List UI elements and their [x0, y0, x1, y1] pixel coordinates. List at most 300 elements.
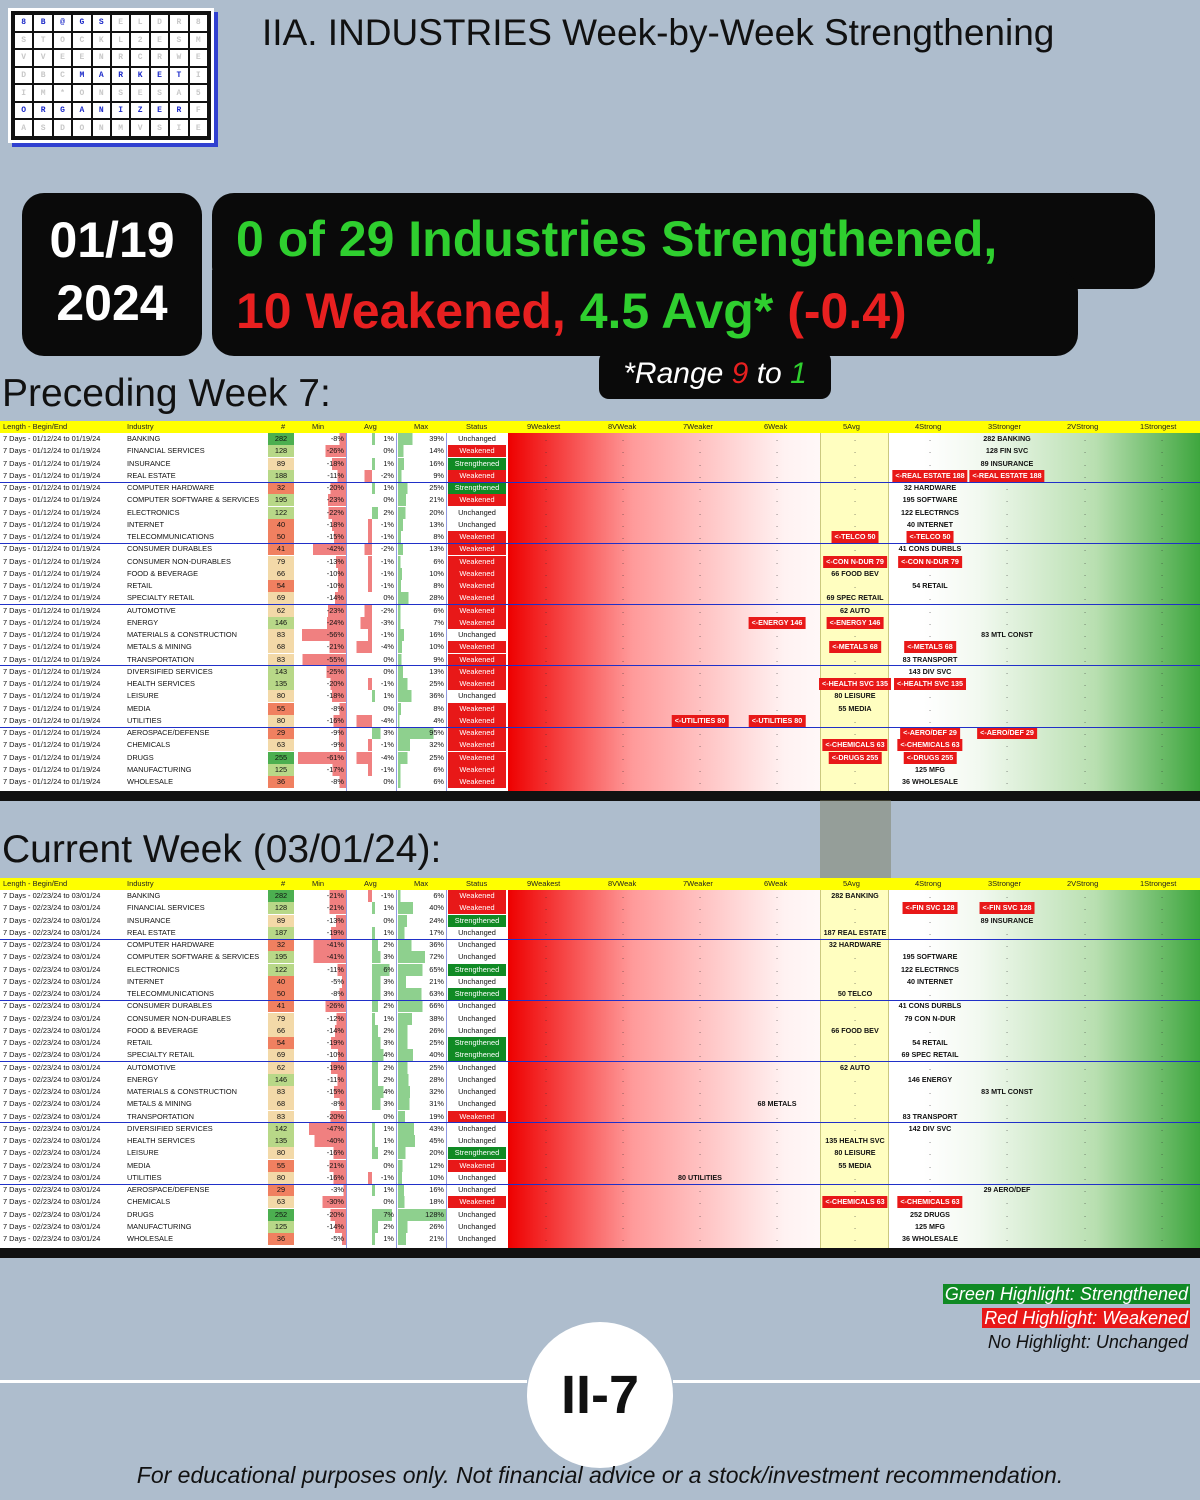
empty-cell-dot: . [929, 593, 932, 603]
count-cell: 122 [268, 964, 294, 976]
min-cell: -18% [298, 458, 346, 470]
status-cell: Unchanged [458, 630, 496, 639]
table-row [0, 1233, 1200, 1245]
rank-marker: <-CON N-DUR 79 [898, 556, 962, 568]
industry-cell: BANKING [127, 891, 161, 900]
empty-cell-dot: . [776, 1087, 779, 1096]
empty-cell-dot: . [929, 1185, 932, 1194]
count-cell: 135 [268, 1135, 294, 1147]
logo-cell: B [34, 68, 51, 84]
max-cell: 36% [398, 939, 446, 951]
empty-cell-dot: . [699, 927, 702, 937]
max-cell: 25% [398, 678, 446, 690]
table-row [0, 988, 1200, 1000]
rank-marker: <-HEALTH SVC 135 [894, 678, 966, 690]
count-cell: 55 [268, 703, 294, 715]
max-cell: 28% [398, 592, 446, 604]
empty-cell-dot: . [699, 1197, 702, 1207]
empty-cell-dot: . [1084, 1013, 1087, 1023]
table-body [0, 433, 1200, 801]
min-cell: -21% [298, 902, 346, 914]
table-row [0, 433, 1200, 445]
table-row [0, 1049, 1200, 1061]
empty-cell-dot: . [545, 1160, 548, 1170]
max-cell: 14% [398, 445, 446, 457]
empty-cell-dot: . [854, 1209, 857, 1219]
empty-cell-dot: . [1084, 470, 1087, 480]
column-header: 5Avg [843, 879, 860, 888]
empty-cell-dot: . [545, 679, 548, 688]
avg-cell: 4% [348, 1049, 396, 1061]
empty-cell-dot: . [929, 715, 932, 725]
industry-cell: ENERGY [127, 1074, 159, 1084]
logo-cell: E [190, 50, 207, 66]
min-cell: -41% [298, 939, 346, 951]
logo-cell: M [112, 120, 129, 136]
empty-cell-dot: . [699, 940, 702, 949]
period-cell: 7 Days - 02/23/24 to 03/01/24 [3, 1172, 101, 1182]
empty-cell-dot: . [622, 483, 625, 492]
rank-marker: 89 INSURANCE [980, 458, 1034, 468]
industry-cell: COMPUTER HARDWARE [127, 483, 215, 492]
status-cell: Weakened [448, 605, 506, 617]
logo-cell: S [93, 15, 110, 31]
rank-marker: 69 SPEC RETAIL [901, 1050, 959, 1060]
table-row [0, 764, 1200, 776]
industry-cell: DIVERSIFIED SERVICES [127, 666, 213, 676]
status-cell: Strengthened [448, 964, 506, 976]
count-cell: 40 [268, 976, 294, 988]
empty-cell-dot: . [622, 642, 625, 652]
status-cell: Unchanged [458, 1099, 496, 1109]
count-cell: 128 [268, 445, 294, 457]
column-header: Industry [127, 879, 154, 888]
column-header: 1Strongest [1140, 879, 1177, 888]
avg-cell: 0% [383, 654, 394, 664]
table-row [0, 641, 1200, 653]
logo-cell: R [170, 15, 187, 31]
empty-cell-dot: . [1161, 989, 1164, 998]
logo-cell: A [93, 68, 110, 84]
table-row [0, 1111, 1200, 1123]
max-cell: 36% [398, 690, 446, 702]
count-cell: 80 [268, 715, 294, 727]
range-high: 9 [731, 357, 749, 390]
rank-marker: <-DRUGS 255 [829, 752, 882, 764]
table-row [0, 543, 1200, 555]
avg-cell: -1% [348, 519, 396, 531]
empty-cell-dot: . [776, 483, 779, 492]
rank-marker: 125 MFG [915, 764, 945, 774]
avg-cell: 0% [383, 777, 394, 786]
avg-cell: 1% [348, 458, 396, 470]
industry-cell: CONSUMER DURABLES [127, 1001, 213, 1011]
period-cell: 7 Days - 01/12/24 to 01/19/24 [3, 777, 101, 786]
table-row [0, 890, 1200, 902]
empty-cell-dot: . [699, 483, 702, 492]
empty-cell-dot: . [545, 740, 548, 750]
column-header: 1Strongest [1140, 422, 1177, 431]
status-cell: Unchanged [458, 1123, 496, 1133]
disclaimer: For educational purposes only. Not financial advice or a stock/investment recommendation. [136, 1462, 1064, 1488]
empty-cell-dot: . [699, 703, 702, 713]
period-cell: 7 Days - 02/23/24 to 03/01/24 [3, 1025, 101, 1035]
empty-cell-dot: . [1006, 483, 1009, 492]
logo-cell: S [15, 33, 32, 49]
empty-cell-dot: . [545, 891, 548, 900]
empty-cell-dot: . [545, 642, 548, 652]
empty-cell-dot: . [622, 630, 625, 639]
status-cell: Unchanged [458, 1025, 496, 1035]
logo-cell: I [15, 85, 32, 101]
empty-cell-dot: . [545, 483, 548, 492]
empty-cell-dot: . [854, 952, 857, 962]
page-label: II-7 [527, 1322, 673, 1468]
empty-cell-dot: . [1084, 891, 1087, 900]
period-cell: 7 Days - 01/12/24 to 01/19/24 [3, 434, 101, 443]
table-row [0, 690, 1200, 702]
empty-cell-dot: . [699, 1050, 702, 1060]
empty-cell-dot: . [699, 1123, 702, 1133]
avg-cell: -2% [348, 470, 396, 482]
date-day: 01/19 [49, 212, 175, 268]
max-cell: 25% [398, 1062, 446, 1074]
empty-cell-dot: . [622, 1221, 625, 1231]
avg-cell: 1% [348, 1013, 396, 1025]
empty-cell-dot: . [776, 1148, 779, 1158]
empty-cell-dot: . [622, 976, 625, 986]
empty-cell-dot: . [1006, 1074, 1009, 1084]
logo-cell: B [34, 15, 51, 31]
logo-cell: T [170, 68, 187, 84]
status-cell: Unchanged [458, 519, 496, 529]
empty-cell-dot: . [1006, 654, 1009, 664]
empty-cell-dot: . [854, 446, 857, 456]
min-cell: -15% [298, 531, 346, 543]
avg-cell: -1% [348, 739, 396, 751]
empty-cell-dot: . [699, 470, 702, 480]
count-cell: 125 [268, 764, 294, 776]
table-row [0, 739, 1200, 751]
count-cell: 195 [268, 494, 294, 506]
table-header [0, 878, 1200, 890]
max-cell: 13% [398, 519, 446, 531]
table-row [0, 678, 1200, 690]
logo-cell: E [73, 50, 90, 66]
empty-cell-dot: . [776, 495, 779, 505]
empty-cell-dot: . [545, 964, 548, 974]
empty-cell-dot: . [622, 470, 625, 480]
empty-cell-dot: . [1161, 777, 1164, 786]
empty-cell-dot: . [1006, 1221, 1009, 1231]
avg-cell: 3% [348, 976, 396, 988]
empty-cell-dot: . [622, 691, 625, 701]
empty-cell-dot: . [699, 891, 702, 900]
table-row [0, 605, 1200, 617]
industry-cell: DIVERSIFIED SERVICES [127, 1123, 213, 1133]
logo-cell: * [54, 85, 71, 101]
range-prefix: *Range [623, 357, 732, 390]
count-cell: 54 [268, 580, 294, 592]
group-separator [0, 1061, 1200, 1062]
empty-cell-dot: . [699, 1074, 702, 1084]
avg-cell: 1% [348, 433, 396, 445]
empty-cell-dot: . [776, 728, 779, 737]
empty-cell-dot: . [622, 1099, 625, 1109]
empty-cell-dot: . [1084, 1234, 1087, 1243]
industry-cell: LEISURE [127, 691, 159, 701]
rank-marker: <-AERO/DEF 29 [977, 727, 1037, 739]
column-header: 3Stronger [988, 422, 1021, 431]
empty-cell-dot: . [1161, 1136, 1164, 1145]
period-cell: 7 Days - 02/23/24 to 03/01/24 [3, 964, 101, 974]
empty-cell-dot: . [776, 1185, 779, 1194]
empty-cell-dot: . [854, 903, 857, 913]
status-cell: Unchanged [458, 1001, 496, 1011]
period-cell: 7 Days - 01/12/24 to 01/19/24 [3, 691, 101, 701]
empty-cell-dot: . [622, 1087, 625, 1096]
max-cell: 6% [398, 764, 446, 776]
table-row [0, 939, 1200, 951]
empty-cell-dot: . [854, 470, 857, 480]
table-row [0, 1135, 1200, 1147]
max-cell: 10% [398, 1172, 446, 1184]
logo-cell: O [73, 85, 90, 101]
logo-cell: D [151, 15, 168, 31]
logo-cell: R [112, 68, 129, 84]
table-row [0, 494, 1200, 506]
empty-cell-dot: . [1084, 777, 1087, 786]
empty-cell-dot: . [776, 1234, 779, 1243]
industry-cell: TRANSPORTATION [127, 654, 194, 664]
empty-cell-dot: . [929, 1099, 932, 1109]
group-separator [0, 543, 1200, 544]
min-cell: -20% [298, 482, 346, 494]
empty-cell-dot: . [1084, 617, 1087, 627]
min-cell: -20% [298, 1111, 346, 1123]
count-cell: 125 [268, 1221, 294, 1233]
empty-cell-dot: . [699, 1025, 702, 1035]
empty-cell-dot: . [1161, 1160, 1164, 1170]
empty-cell-dot: . [699, 679, 702, 688]
logo-cell: I [190, 68, 207, 84]
table-row [0, 1074, 1200, 1086]
table-row [0, 592, 1200, 604]
industry-cell: CHEMICALS [127, 740, 171, 750]
empty-cell-dot: . [622, 1148, 625, 1158]
period-cell: 7 Days - 01/12/24 to 01/19/24 [3, 605, 101, 615]
rank-marker: 41 CONS DURBLS [898, 1001, 962, 1011]
max-cell: 72% [398, 951, 446, 963]
period-cell: 7 Days - 02/23/24 to 03/01/24 [3, 1197, 101, 1207]
table-row [0, 927, 1200, 939]
period-cell: 7 Days - 02/23/24 to 03/01/24 [3, 1123, 101, 1133]
count-cell: 32 [268, 939, 294, 951]
empty-cell-dot: . [776, 915, 779, 925]
empty-cell-dot: . [854, 581, 857, 590]
table-row [0, 1062, 1200, 1074]
industry-cell: AEROSPACE/DEFENSE [127, 728, 210, 737]
empty-cell-dot: . [929, 703, 932, 713]
empty-cell-dot: . [545, 1001, 548, 1011]
empty-cell-dot: . [545, 777, 548, 786]
empty-cell-dot: . [1084, 483, 1087, 492]
period-cell: 7 Days - 01/12/24 to 01/19/24 [3, 728, 101, 737]
industry-cell: INTERNET [127, 519, 164, 529]
empty-cell-dot: . [776, 605, 779, 615]
avg-cell: 2% [348, 939, 396, 951]
avg-cell: -1% [348, 568, 396, 580]
empty-cell-dot: . [1006, 581, 1009, 590]
table-row [0, 666, 1200, 678]
empty-cell-dot: . [854, 1013, 857, 1023]
range-to: to [748, 357, 791, 390]
avg-cell: 0% [383, 666, 394, 676]
section-current-title: Current Week (03/01/24): [2, 828, 442, 871]
period-cell: 7 Days - 02/23/24 to 03/01/24 [3, 927, 101, 937]
rank-marker: 50 TELCO [837, 989, 873, 998]
avg-cell: 1% [348, 482, 396, 494]
empty-cell-dot: . [1084, 1025, 1087, 1035]
avg-cell: -1% [348, 890, 396, 902]
min-cell: -19% [298, 927, 346, 939]
status-cell: Weakened [448, 617, 506, 629]
empty-cell-dot: . [1084, 1050, 1087, 1060]
empty-cell-dot: . [699, 581, 702, 590]
avg-cell: 1% [348, 1184, 396, 1196]
empty-cell-dot: . [776, 952, 779, 962]
min-cell: -16% [298, 1172, 346, 1184]
avg-cell: -4% [348, 641, 396, 653]
rank-marker: 68 METALS [757, 1099, 797, 1109]
status-cell: Weakened [448, 727, 506, 739]
logo-cell: R [151, 50, 168, 66]
empty-cell-dot: . [776, 1136, 779, 1145]
status-cell: Weakened [448, 641, 506, 653]
rank-marker: <-CON N-DUR 79 [823, 556, 887, 568]
table-body [0, 890, 1200, 1258]
empty-cell-dot: . [854, 654, 857, 664]
table-row [0, 951, 1200, 963]
empty-cell-dot: . [1084, 1001, 1087, 1011]
rank-marker: 282 BANKING [983, 434, 1031, 443]
table-row [0, 976, 1200, 988]
max-cell: 21% [398, 976, 446, 988]
empty-cell-dot: . [854, 1074, 857, 1084]
period-cell: 7 Days - 02/23/24 to 03/01/24 [3, 1087, 101, 1096]
status-cell: Unchanged [458, 1136, 496, 1145]
min-cell: -14% [298, 592, 346, 604]
table-header [0, 421, 1200, 433]
period-cell: 7 Days - 01/12/24 to 01/19/24 [3, 495, 101, 505]
min-cell: -8% [298, 703, 346, 715]
empty-cell-dot: . [1006, 1148, 1009, 1158]
empty-cell-dot: . [622, 927, 625, 937]
empty-cell-dot: . [545, 470, 548, 480]
empty-cell-dot: . [545, 1148, 548, 1158]
status-cell: Strengthened [448, 1049, 506, 1061]
empty-cell-dot: . [1006, 1050, 1009, 1060]
max-cell: 38% [398, 1013, 446, 1025]
empty-cell-dot: . [545, 1221, 548, 1231]
column-header: Status [466, 879, 488, 888]
empty-cell-dot: . [622, 495, 625, 505]
rank-marker: <-CHEMICALS 63 [822, 739, 887, 751]
period-cell: 7 Days - 02/23/24 to 03/01/24 [3, 1038, 101, 1047]
empty-cell-dot: . [622, 1001, 625, 1011]
avg-cell: 4% [348, 1086, 396, 1098]
count-cell: 50 [268, 988, 294, 1000]
table-row [0, 531, 1200, 543]
empty-cell-dot: . [776, 1062, 779, 1072]
empty-cell-dot: . [1006, 891, 1009, 900]
column-header: 8VWeak [608, 879, 637, 888]
empty-cell-dot: . [699, 728, 702, 737]
empty-cell-dot: . [545, 1074, 548, 1084]
empty-cell-dot: . [776, 1050, 779, 1060]
status-cell: Strengthened [448, 1147, 506, 1159]
group-separator [0, 604, 1200, 605]
empty-cell-dot: . [1006, 556, 1009, 566]
count-cell: 40 [268, 519, 294, 531]
avg-cell: -1% [348, 531, 396, 543]
max-cell: 6% [398, 890, 446, 902]
empty-cell-dot: . [622, 446, 625, 456]
min-cell: -10% [298, 580, 346, 592]
column-header: # [281, 879, 286, 888]
empty-cell-dot: . [1006, 1160, 1009, 1170]
min-cell: -21% [298, 890, 346, 902]
empty-cell-dot: . [1006, 752, 1009, 762]
empty-cell-dot: . [699, 1111, 702, 1121]
logo-cell: V [34, 50, 51, 66]
min-cell: -11% [298, 964, 346, 976]
period-cell: 7 Days - 01/12/24 to 01/19/24 [3, 764, 101, 774]
empty-cell-dot: . [622, 556, 625, 566]
avg-cell: 1% [348, 1233, 396, 1245]
period-cell: 7 Days - 01/12/24 to 01/19/24 [3, 568, 101, 578]
empty-cell-dot: . [545, 1172, 548, 1182]
column-header: Status [466, 422, 488, 431]
empty-cell-dot: . [622, 752, 625, 762]
table-row [0, 915, 1200, 927]
empty-cell-dot: . [1161, 446, 1164, 456]
table-row [0, 1000, 1200, 1012]
column-header: Min [312, 422, 325, 431]
empty-cell-dot: . [1161, 519, 1164, 529]
max-cell: 21% [398, 494, 446, 506]
max-cell: 40% [398, 1049, 446, 1061]
empty-cell-dot: . [622, 1074, 625, 1084]
period-cell: 7 Days - 02/23/24 to 03/01/24 [3, 915, 101, 925]
industry-cell: MATERIALS & CONSTRUCTION [127, 630, 237, 639]
column-header: Min [312, 879, 325, 888]
empty-cell-dot: . [776, 1209, 779, 1219]
empty-cell-dot: . [776, 752, 779, 762]
empty-cell-dot: . [776, 446, 779, 456]
industry-cell: HEALTH SERVICES [127, 1136, 195, 1145]
empty-cell-dot: . [545, 703, 548, 713]
empty-cell-dot: . [776, 940, 779, 949]
empty-cell-dot: . [776, 989, 779, 998]
empty-cell-dot: . [1084, 1148, 1087, 1158]
rank-marker: <-HEALTH SVC 135 [819, 678, 891, 690]
count-cell: 62 [268, 605, 294, 617]
column-header: 7Weaker [683, 422, 713, 431]
industry-cell: BANKING [127, 434, 161, 443]
count-cell: 69 [268, 1049, 294, 1061]
empty-cell-dot: . [929, 1148, 932, 1158]
